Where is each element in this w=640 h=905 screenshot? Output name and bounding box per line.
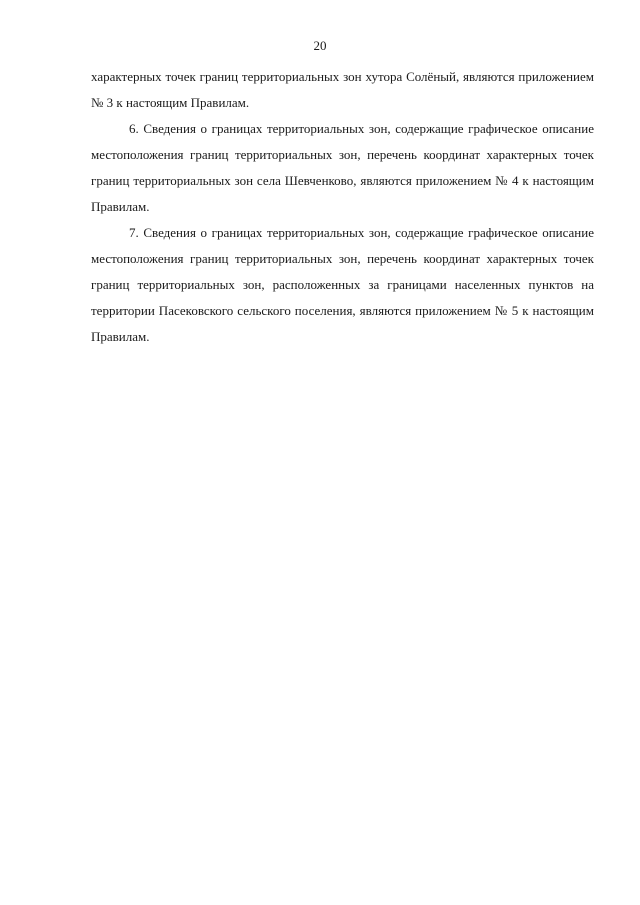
document-body <box>91 64 594 350</box>
page-number: 20 <box>313 38 327 53</box>
paragraph-item-7: 7. Сведения о границах территориальных зон, содержащие графическое описание местоположения границ территориальных зон, перечень координат характерных точек границ территориальных зон, расположенных за границами населенных пунктов на территории Пасековского сельского поселения, являются приложением № 5 к настоящим Правилам. <box>91 225 594 344</box>
paragraph-item-6: 6. Сведения о границах территориальных зон, содержащие графическое описание местоположения границ территориальных зон, перечень координат характерных точек границ территориальных зон села Шевченково, являются приложением № 4 к настоящим Правилам. <box>91 121 594 214</box>
paragraph-continuation: характерных точек границ территориальных зон хутора Солёный, являются приложением № 3 к настоящим Правилам. <box>91 69 594 110</box>
